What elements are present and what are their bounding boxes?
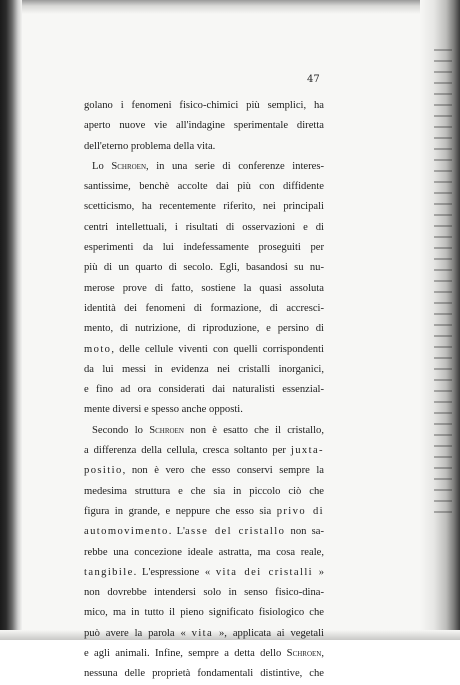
left-scan-shadow [0, 0, 22, 640]
text-line: Lo Schroen, in una serie di conferenze interes- [92, 160, 324, 172]
text-line: esperimenti da lui indefessamente proseguiti per [84, 242, 324, 254]
text-line: centri intellettuali, i risultati di osservazioni e di [84, 221, 324, 233]
text-line: mento, di nutrizione, di riproduzione, e persino di [84, 323, 324, 335]
spaced-emphasis: privo di [276, 505, 325, 517]
text-line: dell'eterno problema della vita. [84, 140, 216, 152]
text-line: nessuna delle proprietà fondamentali distintive, che [84, 668, 324, 680]
text-line: identità dei fenomeni di formazione, di accresci- [84, 302, 324, 314]
spaced-emphasis: asse del cristallo [184, 526, 286, 538]
text-line: automovimento. L'asse del cristallo non sa- [84, 526, 324, 538]
author-name: Schroen [111, 160, 146, 172]
text-line: medesima struttura e che sia in piccolo ciò che [84, 485, 324, 497]
page-number: 47 [307, 74, 320, 85]
text-line: golano i fenomeni fisico-chimici più semplici, ha [84, 100, 324, 111]
text-line: moto, delle cellule viventi con quelli corrispondenti [84, 343, 324, 355]
top-scan-shadow [0, 0, 460, 14]
spaced-emphasis: juxta- [290, 445, 324, 457]
text-line: figura in grande, e neppure che esso sia privo di [84, 505, 325, 517]
text-line: scetticismo, ha recentemente riferito, nei principali [84, 201, 324, 213]
right-edge-specks [434, 40, 452, 520]
spaced-emphasis: positio [84, 465, 123, 477]
text-line: santissime, benchè accolte dai più con diffidente [84, 181, 324, 193]
spaced-emphasis: vita [191, 627, 214, 639]
text-line: tangibile. L'espressione « vita dei cristalli » [84, 566, 324, 578]
text-line: non dovrebbe intendersi solo in senso fisico-dina- [84, 587, 324, 599]
body-text [84, 96, 324, 685]
author-name: Schroen [286, 648, 322, 660]
text-line: aperto nuove vie all'indagine sperimentale diretta [84, 120, 324, 132]
text-line: positio, non è vero che esso conservi sempre la [84, 465, 324, 477]
spaced-emphasis: vita dei cristalli [215, 566, 314, 578]
text-line: rebbe una concezione ideale astratta, ma cosa reale, [84, 546, 324, 558]
spaced-emphasis: moto [84, 343, 112, 355]
text-line: mico, ma in tutto il pieno significato fisiologico che [84, 607, 324, 619]
text-line: da lui messi in evidenza nei cristalli inorganici, [84, 363, 324, 375]
author-name: Schroen [149, 424, 184, 436]
text-line: mente diversi e spesso anche opposti. [84, 404, 243, 416]
spaced-emphasis: automovimento [84, 526, 169, 538]
text-line: merose prove di fatto, sostiene la quasi assoluta [84, 282, 324, 294]
text-line: e fino ad ora considerati dai naturalisti essenzial- [84, 384, 324, 396]
text-line: Secondo lo Schroen non è esatto che il cristallo, [92, 424, 324, 436]
text-line: più di un quarto di secolo. Egli, basandosi su nu- [84, 262, 324, 274]
spaced-emphasis: tangibile [84, 566, 134, 578]
text-line: può avere la parola « vita », applicata ai vegetali [84, 627, 324, 639]
text-line: e agli animali. Infine, sempre a detta dello Schroen, [84, 648, 324, 660]
text-line: a differenza della cellula, cresca soltanto per juxta- [84, 445, 324, 457]
